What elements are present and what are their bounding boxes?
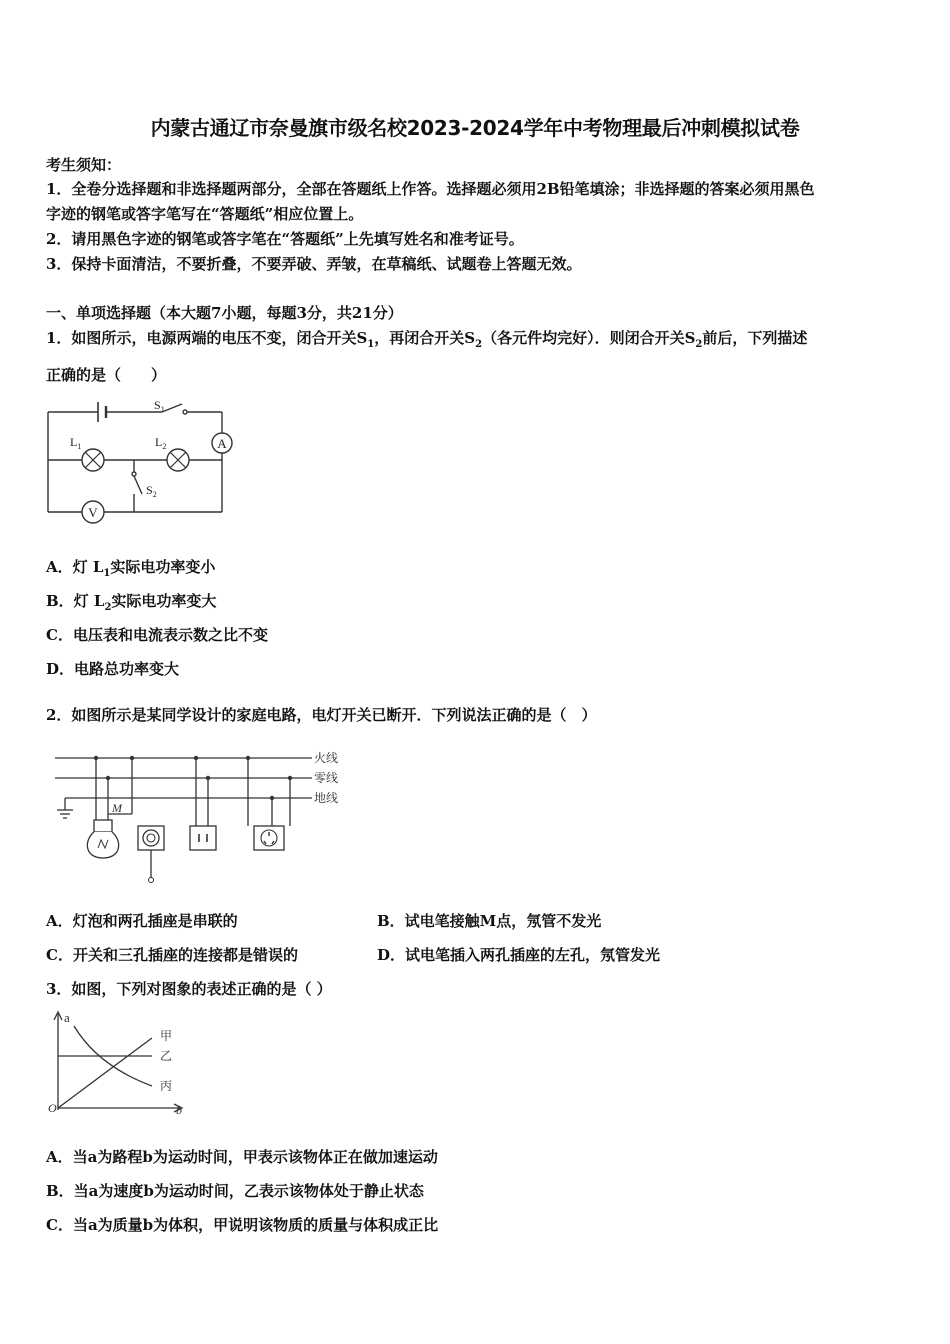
q2-point-m-label: M [112, 801, 122, 815]
q3-x-axis-label: b [176, 1103, 182, 1117]
q1-option-d: D．电路总功率变大 [46, 660, 180, 678]
q1-stem: 1．如图所示，电源两端的电压不变，闭合开关$S_1$，再闭合开关$S_2$（各元件均完好）．则闭合开关$S_2$前后，下列描述 [46, 329, 808, 350]
q1-l1-label: $L_1$ [70, 435, 82, 451]
q3-bing-label: 丙 [160, 1079, 173, 1093]
q3-option-a: A．当a为路程b为运动时间，甲表示该物体正在做加速运动 [46, 1148, 438, 1166]
q1-stem-line2: 正确的是（ ） [46, 366, 167, 384]
q2-option-d: D．试电笔插入两孔插座的左孔，氖管发光 [377, 946, 661, 964]
q3-origin-label: O [48, 1101, 57, 1115]
q3-graph [40, 1008, 200, 1120]
q1-s1-label: $S_1$ [154, 398, 165, 414]
q3-yi-label: 乙 [160, 1049, 173, 1063]
section-heading: 一、单项选择题（本大题7小题，每题3分，共21分） [46, 304, 403, 322]
page-title: 内蒙古通辽市奈曼旗市级名校2023-2024学年中考物理最后冲刺模拟试卷 [150, 116, 800, 140]
q1-option-a: A．灯 $L_1$实际电功率变小 [46, 558, 216, 579]
notice-item-3: 3．保持卡面清洁，不要折叠，不要弄破、弄皱，在草稿纸、试题卷上答题无效。 [46, 255, 582, 273]
q1-option-b: B．灯 $L_2$实际电功率变大 [46, 592, 217, 613]
q3-stem: 3．如图，下列对图象的表述正确的是（ ） [46, 980, 332, 998]
q2-ground-wire-label: 地线 [314, 791, 339, 805]
q3-line-jia [58, 1038, 152, 1108]
q3-jia-label: 甲 [160, 1029, 173, 1043]
q1-l2-label: $L_2$ [155, 435, 167, 451]
q2-stem: 2．如图所示是某同学设计的家庭电路，电灯开关已断开．下列说法正确的是（ ） [46, 706, 597, 724]
q2-option-b: B．试电笔接触M点，氖管不发光 [377, 912, 602, 930]
q1-ammeter-label: A [217, 436, 227, 451]
q1-s2-label: $S_2$ [146, 483, 157, 499]
q3-option-c: C．当a为质量b为体积，甲说明该物质的质量与体积成正比 [46, 1216, 439, 1234]
q2-neutral-wire-label: 零线 [314, 771, 339, 785]
q2-household-circuit-diagram [50, 740, 350, 890]
q3-option-b: B．当a为速度b为运动时间，乙表示该物体处于静止状态 [46, 1182, 424, 1200]
q3-y-axis-label: a [64, 1010, 70, 1025]
q1-circuit-diagram [40, 390, 250, 530]
notice-heading: 考生须知： [46, 156, 122, 174]
notice-item-1: 1．全卷分选择题和非选择题两部分，全部在答题纸上作答。选择题必须用2B铅笔填涂；非选择题的答案必须用黑色 [46, 180, 815, 198]
q2-option-a: A．灯泡和两孔插座是串联的 [46, 912, 238, 930]
q2-live-wire-label: 火线 [314, 751, 339, 765]
q1-option-c: C．电压表和电流表示数之比不变 [46, 626, 268, 644]
notice-item-2: 2．请用黑色字迹的钢笔或答字笔在“答题纸”上先填写姓名和准考证号。 [46, 230, 524, 248]
notice-item-1-cont: 字迹的钢笔或答字笔写在“答题纸”相应位置上。 [46, 205, 364, 223]
q1-voltmeter-label: V [88, 505, 98, 520]
q2-option-c: C．开关和三孔插座的连接都是错误的 [46, 946, 298, 964]
